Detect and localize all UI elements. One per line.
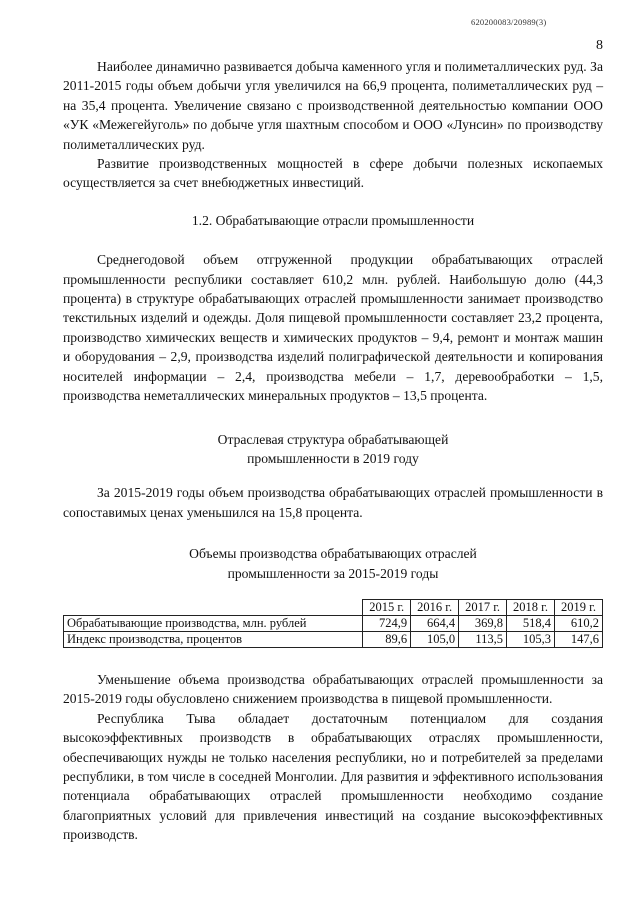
table-row-label: Индекс производства, процентов (64, 631, 363, 647)
production-table (63, 599, 603, 648)
paragraph-potential: Республика Тыва обладает достаточным потенциалом для создания высокоэффективных производств в обрабатывающих отраслях промышленности, обеспечивающих нужды не только населения республики, но и потребителей за пределами республики, в том числе в соседней Монголии. Для развития и эффективного использования потенциала обрабатывающих отраслей промышленности необходимо создание благоприятных условий для привлечения инвестиций на создание высокоэффективных производств. (63, 710, 603, 843)
figure-caption-line-2: промышленности в 2019 году (247, 450, 419, 466)
table-cell: 610,2 (554, 615, 602, 631)
document-id: 620200083/20989(3) (471, 17, 547, 27)
table-header-year: 2019 г. (554, 599, 602, 615)
table-header-year: 2017 г. (459, 599, 507, 615)
table-caption-line-1: Объемы производства обрабатывающих отраслей (189, 546, 477, 562)
table-header-year: 2016 г. (411, 599, 459, 615)
table-row (64, 631, 603, 647)
table-caption-line-2: промышленности за 2015-2019 годы (227, 565, 439, 581)
table-cell: 89,6 (363, 631, 411, 647)
table-cell: 147,6 (554, 631, 602, 647)
table-cell: 113,5 (459, 631, 507, 647)
paragraph-mining-investment: Развитие производственных мощностей в сфере добычи полезных ископаемых осуществляется за счет внебюджетных инвестиций. (63, 156, 603, 191)
table-caption (63, 544, 603, 583)
table-cell: 105,0 (411, 631, 459, 647)
figure-caption (63, 430, 603, 469)
table-row-label: Обрабатывающие производства, млн. рублей (64, 615, 363, 631)
paragraph-production-decline: За 2015-2019 годы объем производства обрабатывающих отраслей промышленности в сопоставимых ценах уменьшился на 15,8 процента. (63, 485, 603, 520)
page-content (63, 57, 603, 845)
table-row (64, 615, 603, 631)
table-cell: 518,4 (507, 615, 555, 631)
table-cell: 105,3 (507, 631, 555, 647)
paragraph-mining-growth: Наиболее динамично развивается добыча каменного угля и полиметаллических руд. За 2011-2015 годы объем добычи угля увеличился на 66,9 процента, полиметаллических руд – на 35,4 процента. Увеличение связано с производственной деятельностью компании ООО «УК «Межегейуголь» по добыче угля шахтным способом и ООО «Лунсин» по производству полиметаллических руд. (63, 59, 603, 152)
table-header-year: 2015 г. (363, 599, 411, 615)
table-cell: 724,9 (363, 615, 411, 631)
table-header-year: 2018 г. (507, 599, 555, 615)
figure-caption-line-1: Отраслевая структура обрабатывающей (217, 431, 449, 447)
paragraph-manufacturing-structure: Среднегодовой объем отгруженной продукции обрабатывающих отраслей промышленности республики составляет 610,2 млн. рублей. Наибольшую долю (44,3 процента) в структуре обрабатывающих отраслей промышленности занимает производство текстильных изделий и одежды. Доля пищевой промышленности составляет 23,2 процента, производство химических веществ и химических продуктов – 9,4, ремонт и монтаж машин и оборудования – 2,9, производства изделий полиграфической деятельности и копирования носителей информации – 2,4, производства мебели – 1,7, деревообработки – 1,5, производства неметаллических минеральных продуктов – 13,5 процента. (63, 252, 603, 404)
table-header-row (64, 599, 603, 615)
table-header-empty (64, 599, 363, 615)
paragraph-decline-reason: Уменьшение объема производства обрабатывающих отраслей промышленности за 2015-2019 годы обусловлено снижением производства в пищевой промышленности. (63, 671, 603, 707)
section-heading: 1.2. Обрабатывающие отрасли промышленности (191, 212, 475, 228)
table-cell: 369,8 (459, 615, 507, 631)
page-number: 8 (596, 38, 603, 53)
table-cell: 664,4 (411, 615, 459, 631)
